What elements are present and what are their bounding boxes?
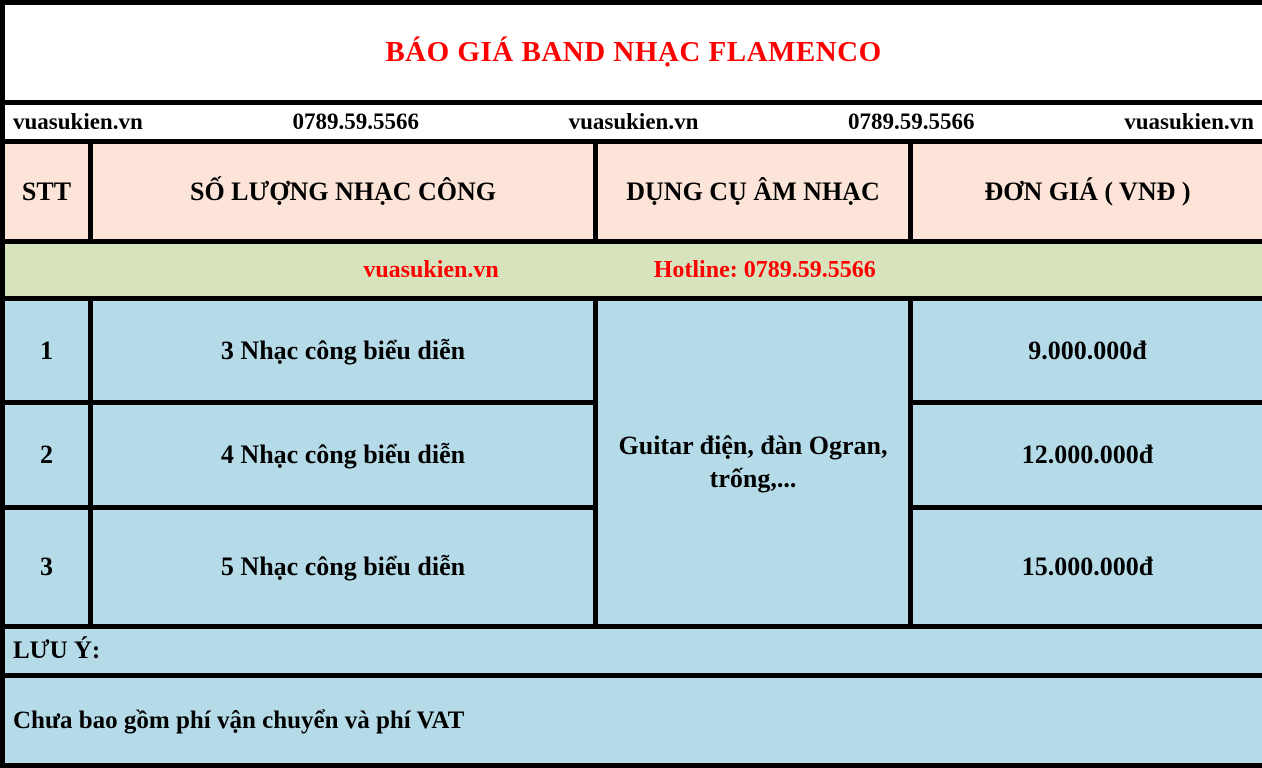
note-label: LƯU Ý: [3, 627, 1262, 676]
col-header-price: ĐƠN GIÁ ( VNĐ ) [911, 142, 1262, 242]
row-1-stt: 1 [3, 299, 91, 403]
page-title: BÁO GIÁ BAND NHẠC FLAMENCO [5, 36, 1262, 69]
row-1-price: 9.000.000đ [911, 299, 1262, 403]
col-header-stt: STT [3, 142, 91, 242]
promo-website: vuasukien.vn [363, 257, 498, 284]
contact-website-2: vuasukien.vn [569, 109, 699, 135]
row-3-stt: 3 [3, 508, 91, 627]
header-row [3, 142, 1262, 242]
contact-bar [5, 109, 1262, 135]
title-row [3, 3, 1262, 103]
row-2-band-size: 4 Nhạc công biểu diễn [91, 403, 596, 508]
row-1-band-size: 3 Nhạc công biểu diễn [91, 299, 596, 403]
note-text-row [3, 676, 1262, 766]
note-label-row [3, 627, 1262, 676]
contact-phone-1: 0789.59.5566 [292, 109, 419, 135]
contact-website-3: vuasukien.vn [1124, 109, 1254, 135]
contact-website-1: vuasukien.vn [13, 109, 143, 135]
table-row [3, 299, 1262, 403]
row-2-stt: 2 [3, 403, 91, 508]
promo-banner [3, 257, 1249, 284]
promo-row [3, 242, 1262, 299]
instruments-cell: Guitar điện, đàn Ogran, trống,... [596, 299, 911, 627]
contact-row [3, 103, 1262, 142]
row-3-band-size: 5 Nhạc công biểu diễn [91, 508, 596, 627]
promo-hotline: Hotline: 0789.59.5566 [654, 257, 876, 284]
row-2-price: 12.000.000đ [911, 403, 1262, 508]
col-header-band-size: SỐ LƯỢNG NHẠC CÔNG [91, 142, 596, 242]
row-3-price: 15.000.000đ [911, 508, 1262, 627]
note-text: Chưa bao gồm phí vận chuyển và phí VAT [3, 676, 1262, 766]
col-header-instruments: DỤNG CỤ ÂM NHẠC [596, 142, 911, 242]
contact-phone-2: 0789.59.5566 [848, 109, 975, 135]
